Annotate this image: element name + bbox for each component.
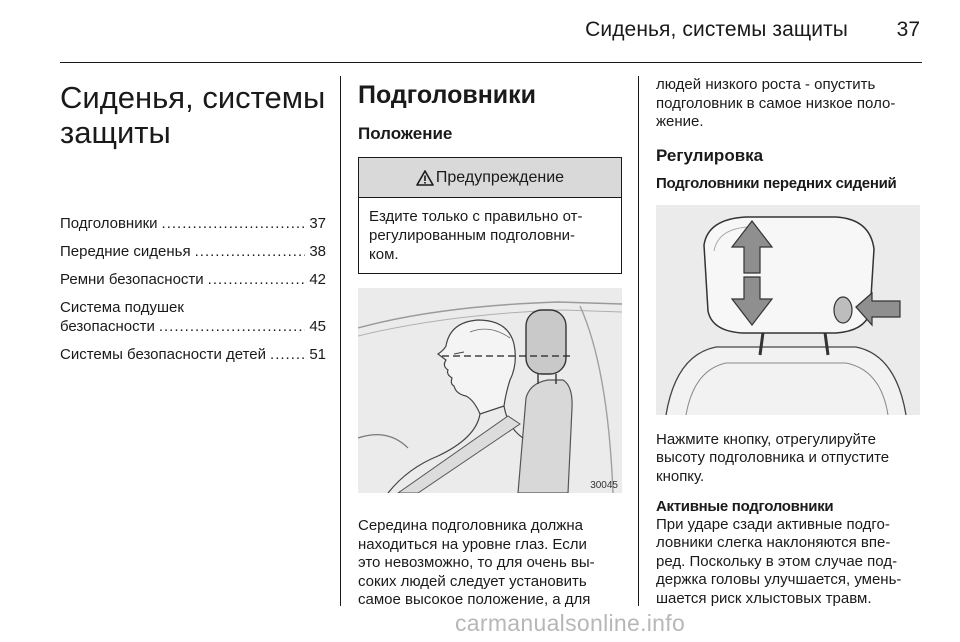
paragraph-line: При ударе сзади активные подго- <box>656 515 890 533</box>
paragraph-line: подголовник в самое низкое поло- <box>656 94 896 112</box>
warning-text <box>359 198 621 273</box>
warning-text-line: регулированным подголовни- <box>369 227 576 244</box>
toc-leader-dots <box>270 345 305 364</box>
column-divider-2 <box>638 76 639 606</box>
paragraph-line: находиться на уровне глаз. Если <box>358 535 587 553</box>
paragraph-line: ред. Поскольку в этом случае под- <box>656 552 898 570</box>
warning-text-line: Ездите только с правильно от- <box>369 208 583 225</box>
toc-label: безопасности <box>60 318 155 335</box>
active-headrests-paragraph <box>656 516 926 609</box>
column-headrests <box>358 76 622 610</box>
toc-entry-front-seats[interactable] <box>60 242 326 261</box>
toc-leader-dots <box>159 317 305 336</box>
toc-label-line1: Система подушек <box>60 299 184 316</box>
warning-title: Предупреждение <box>435 168 565 186</box>
heading-front-headrests: Подголовники передних сидений <box>656 174 897 192</box>
toc-entry-headrests[interactable] <box>60 214 326 233</box>
warning-box <box>358 157 622 274</box>
headrest-arrows-illustration <box>656 205 920 415</box>
paragraph-line: ловники слегка наклоняются впе- <box>656 534 891 552</box>
toc-label: Передние сиденья <box>60 243 191 260</box>
header-rule <box>60 62 922 63</box>
toc-label: Системы безопасности детей <box>60 346 267 363</box>
toc-entry-airbag-line2 <box>60 317 326 336</box>
toc-page: 38 <box>309 243 326 260</box>
toc-page: 51 <box>309 346 326 363</box>
paragraph-line: Нажмите кнопку, отрегулируйте <box>656 430 876 448</box>
running-title: Сиденья, системы защиты <box>585 18 848 41</box>
continued-paragraph <box>656 76 926 132</box>
toc-page: 45 <box>309 318 326 335</box>
column-chapter-contents <box>60 76 326 373</box>
figure-number: 30045 <box>590 480 618 491</box>
chapter-title-line1: Сиденья, системы <box>60 80 326 115</box>
warning-text-line: ком. <box>369 246 399 263</box>
position-paragraph <box>358 517 622 610</box>
paragraph-line: держка головы улучшается, умень- <box>656 571 902 589</box>
watermark: carmanualsonline.info <box>455 610 686 636</box>
heading-adjustment: Регулировка <box>656 145 764 165</box>
paragraph-line: кнопку. <box>656 467 705 485</box>
paragraph-line: самое высокое положение, а для <box>358 591 591 609</box>
paragraph-line: высоту подголовника и отпустите <box>656 449 890 467</box>
toc-leader-dots <box>195 242 306 261</box>
toc-entry-child-restraints[interactable] <box>60 345 326 364</box>
paragraph-line: это невозможно, то для очень вы- <box>358 554 595 572</box>
running-header <box>0 18 960 48</box>
headrest-position-illustration <box>358 288 622 493</box>
adjustment-paragraph <box>656 431 926 487</box>
paragraph-line: Середина подголовника должна <box>358 517 583 534</box>
toc-leader-dots <box>162 214 306 233</box>
headrest-adjustment-illustration <box>656 205 920 415</box>
toc-page: 37 <box>309 215 326 232</box>
paragraph-line: жение. <box>656 113 704 131</box>
toc-entry-seat-belts[interactable] <box>60 270 326 289</box>
heading-active-headrests: Активные подголовники <box>656 497 834 515</box>
subsection-title-position: Положение <box>358 124 453 143</box>
page-number: 37 <box>896 18 920 41</box>
paragraph-line: соких людей следует установить <box>358 572 587 590</box>
chapter-title <box>60 80 326 150</box>
paragraph-line: шается риск хлыстовых травм. <box>656 589 872 607</box>
section-title: Подголовники <box>358 81 537 109</box>
warning-triangle-icon <box>416 170 434 186</box>
column-divider-1 <box>340 76 341 606</box>
toc-entry-airbag-system[interactable] <box>60 298 326 336</box>
toc-label: Ремни безопасности <box>60 271 204 288</box>
table-of-contents <box>60 214 326 364</box>
column-adjustment <box>656 76 926 609</box>
driver-head-illustration <box>358 288 622 493</box>
paragraph-line: людей низкого роста - опустить <box>656 76 876 93</box>
toc-page: 42 <box>309 271 326 288</box>
warning-header <box>359 158 621 198</box>
toc-leader-dots <box>208 270 306 289</box>
toc-label: Подголовники <box>60 215 158 232</box>
chapter-title-line2: защиты <box>60 115 171 150</box>
